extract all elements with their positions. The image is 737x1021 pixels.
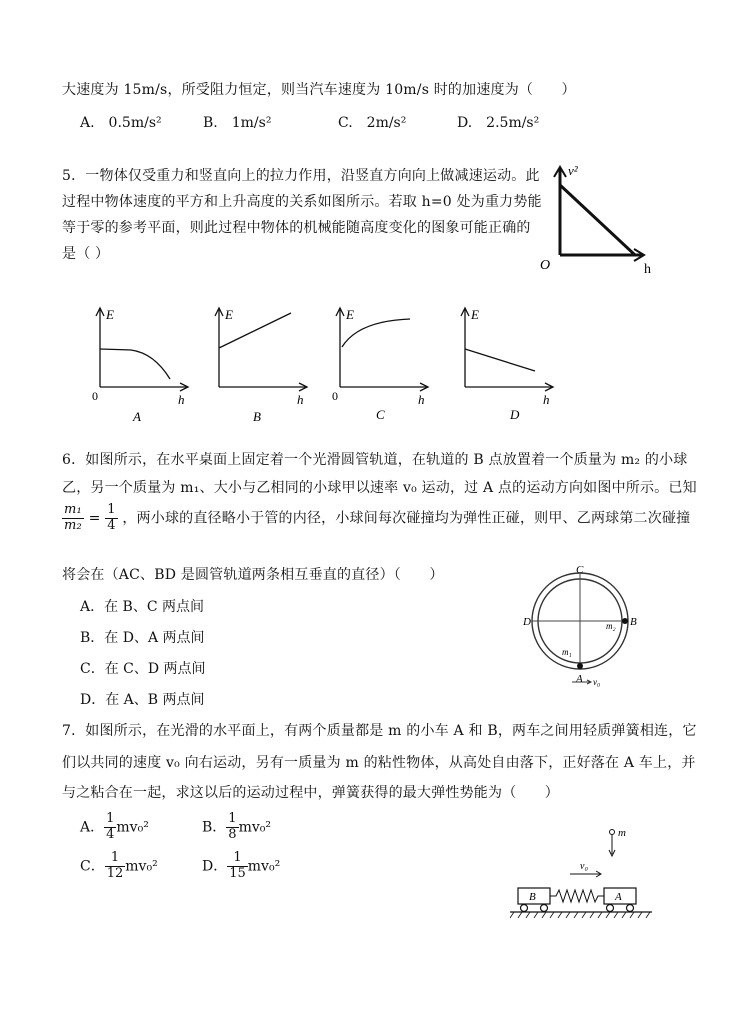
q7-line-3: 与之粘合在一起，求这以后的运动过程中，弹簧获得的最大弹性势能为（ ） bbox=[62, 785, 559, 801]
graph-c-letter: C bbox=[376, 407, 385, 422]
v2-h-figure bbox=[530, 155, 660, 280]
svg-text:D: D bbox=[523, 616, 531, 628]
svg-text:h: h bbox=[178, 392, 185, 407]
svg-text:E: E bbox=[225, 307, 233, 322]
q4-option-d[interactable]: D. 2.5m/s² bbox=[457, 115, 540, 131]
svg-text:B: B bbox=[630, 616, 637, 628]
origin-label: O bbox=[540, 258, 551, 273]
q5-line-1: 5．一物体仅受重力和竖直向上的拉力作用，沿竖直方向向上做减速运动。此 bbox=[62, 168, 540, 184]
graph-a-letter: A bbox=[133, 409, 141, 424]
graph-b-letter: B bbox=[253, 409, 261, 424]
q6-line-2: 乙，另一个质量为 m₁、大小与乙相同的小球甲以速率 v₀ 运动，过 A 点的运动方向如图中所示。已知 bbox=[62, 480, 697, 496]
svg-text:0: 0 bbox=[92, 389, 98, 403]
graph-b[interactable] bbox=[205, 303, 315, 425]
svg-text:0: 0 bbox=[332, 389, 338, 403]
q4-option-a[interactable]: A. 0.5m/s² bbox=[80, 115, 162, 131]
svg-text:h: h bbox=[418, 392, 425, 407]
svg-text:m₁: m₁ bbox=[562, 647, 572, 657]
q5-line-4: 是（ ） bbox=[62, 246, 110, 262]
q6-option-d[interactable]: D．在 A、B 两点间 bbox=[80, 692, 205, 708]
svg-text:v₀: v₀ bbox=[580, 861, 588, 872]
q7-option-b[interactable]: B． $\frac{1}{8}$ mv₀² bbox=[202, 811, 271, 842]
q6-ratio-line: $\frac{\text{m₁}}{\text{m₂}}$ = $\frac{1}{4}$ ，两小球的直径略小于管的内径，小球间每次碰撞均为弹性正碰，则甲、乙两球第二次碰撞 bbox=[64, 502, 691, 533]
spring bbox=[550, 890, 604, 902]
svg-text:E: E bbox=[106, 307, 114, 322]
q4-option-b[interactable]: B. 1m/s² bbox=[203, 115, 272, 131]
circular-track-figure bbox=[518, 564, 640, 690]
q6-option-c[interactable]: C．在 C、D 两点间 bbox=[80, 661, 206, 677]
graph-c[interactable] bbox=[326, 303, 436, 425]
ratio-m1-m2: $\frac{\text{m₁}}{\text{m₂}}$ bbox=[64, 502, 82, 533]
q7-option-c[interactable]: C． $\frac{1}{12}$ mv₀² bbox=[80, 850, 158, 881]
graph-d-line bbox=[465, 349, 535, 371]
svg-text:v₀: v₀ bbox=[593, 677, 601, 687]
svg-text:A: A bbox=[576, 673, 583, 685]
svg-text:C: C bbox=[576, 564, 584, 576]
graph-a-curve bbox=[100, 349, 170, 379]
svg-text:B: B bbox=[529, 891, 536, 903]
q7-line-1: 7．如图所示，在光滑的水平面上，有两个质量都是 m 的小车 A 和 B，两车之间用轻质弹簧相连，它 bbox=[62, 723, 697, 739]
ball-m1 bbox=[577, 663, 583, 669]
q6-option-a[interactable]: A．在 B、C 两点间 bbox=[80, 599, 205, 615]
q4-option-c[interactable]: C. 2m/s² bbox=[338, 115, 407, 131]
graph-a[interactable] bbox=[86, 303, 196, 425]
q6-line-4: 将会在（AC、BD 是圆管轨道两条相互垂直的直径）（ ） bbox=[62, 567, 444, 583]
v2-line bbox=[560, 185, 635, 255]
q5-line-2: 过程中物体速度的平方和上升高度的关系如图所示。若取 h=0 处为重力势能 bbox=[62, 194, 542, 210]
ratio-one-quarter: $\frac{1}{4}$ bbox=[107, 502, 116, 533]
graph-c-curve bbox=[342, 319, 410, 347]
h-label: h bbox=[644, 262, 651, 277]
svg-text:E: E bbox=[471, 307, 479, 322]
q6-option-b[interactable]: B．在 D、A 两点间 bbox=[80, 630, 205, 646]
carts-spring-figure bbox=[508, 822, 656, 922]
q7-line-2: 们以共同的速度 v₀ 向右运动，另有一质量为 m 的粘性物体，从高处自由落下，正好落在 A 车上，并 bbox=[62, 755, 696, 771]
v2-label: v² bbox=[568, 163, 578, 178]
graph-d-letter: D bbox=[510, 407, 520, 422]
q5-line-3: 等于零的参考平面，则此过程中物体的机械能随高度变化的图象可能正确的 bbox=[62, 220, 531, 236]
svg-text:m: m bbox=[618, 827, 626, 839]
ball-m2 bbox=[622, 618, 628, 624]
svg-text:A: A bbox=[615, 891, 622, 903]
svg-text:m₂: m₂ bbox=[606, 621, 616, 631]
q7-option-d[interactable]: D． $\frac{1}{15}$ mv₀² bbox=[202, 850, 281, 881]
q4-stem: 大速度为 15m/s，所受阻力恒定，则当汽车速度为 10m/s 时的加速度为（ ） bbox=[62, 82, 576, 98]
svg-text:E: E bbox=[346, 307, 354, 322]
q6-line-1: 6．如图所示，在水平桌面上固定着一个光滑圆管轨道，在轨道的 B 点放置着一个质量为 m₂ 的小球 bbox=[62, 452, 688, 468]
q7-option-a[interactable]: A． $\frac{1}{4}$ mv₀² bbox=[80, 811, 149, 842]
svg-text:h: h bbox=[543, 392, 550, 407]
graph-d[interactable] bbox=[451, 303, 561, 425]
svg-text:h: h bbox=[297, 392, 304, 407]
